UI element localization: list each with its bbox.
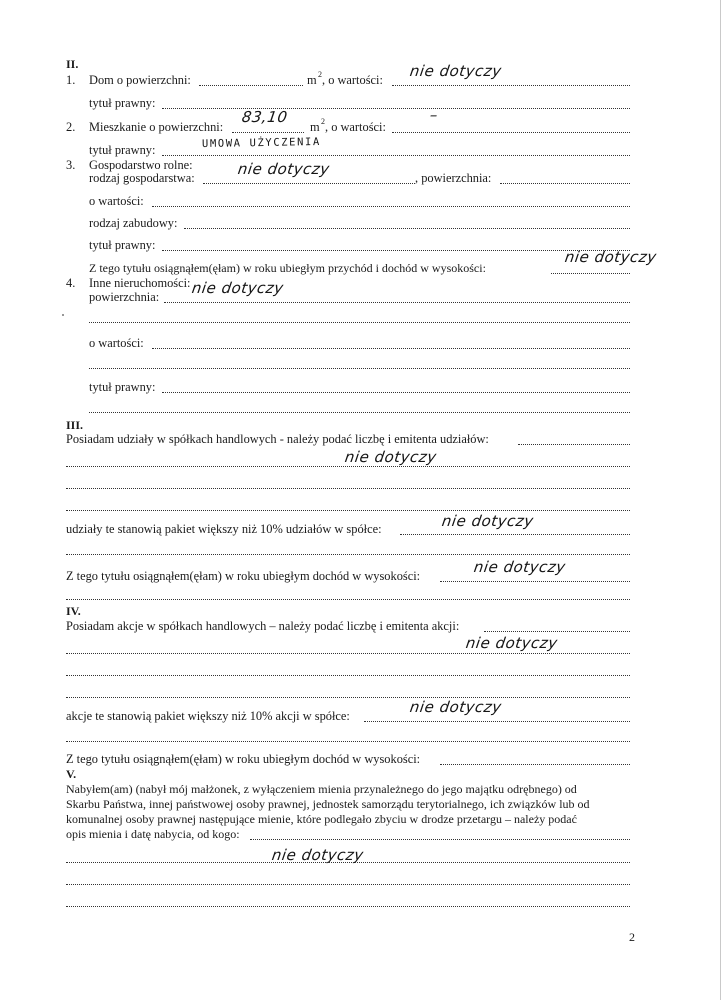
shares-package-dots-2 (66, 552, 630, 555)
page-edge (720, 0, 721, 1000)
farm-area-label: , powierzchnia: (415, 171, 492, 185)
item-1-number: 1. (66, 73, 76, 87)
farm-value-label: o wartości: (89, 194, 144, 208)
flat-area-unit: m (310, 120, 320, 134)
flat-area-dots (232, 130, 304, 133)
page-number: 2 (629, 930, 635, 944)
acquisition-text-line-3: komunalnej osoby prawnej następujące mienie, które podlegało zbyciu w drodze przetargu – należy podać (66, 812, 577, 826)
stocks-dots-3 (66, 673, 630, 676)
section-v-heading: V. (66, 767, 77, 781)
stocks-income-dots (440, 762, 630, 765)
item-4-number: 4. (66, 276, 76, 290)
section-ii-heading: II. (66, 57, 79, 71)
stocks-dots (484, 629, 630, 632)
acquisition-dots-4 (66, 904, 630, 907)
flat-value-handwritten: – (428, 106, 440, 124)
other-value-dots-2 (89, 366, 630, 369)
acquisition-dots (250, 837, 630, 840)
house-title-dots (162, 106, 630, 109)
farm-income-handwritten: nie dotyczy (563, 248, 658, 266)
flat-title-label: tytuł prawny: (89, 143, 156, 157)
farm-building-label: rodzaj zabudowy: (89, 216, 178, 230)
stocks-handwritten: nie dotyczy (464, 634, 559, 652)
acquisition-dots-2 (66, 860, 630, 863)
shares-dots-2 (66, 464, 630, 467)
farm-area-dots (500, 181, 630, 184)
farm-income-label: Z tego tytułu osiągnąłem(ęłam) w roku ubiegłym przychód i dochód w wysokości: (89, 261, 486, 275)
house-area-dots (199, 83, 303, 86)
stocks-dots-4 (66, 695, 630, 698)
shares-income-dots-2 (66, 597, 630, 600)
shares-package-dots (400, 532, 630, 535)
other-area-dots (164, 300, 630, 303)
farm-income-dots (551, 271, 630, 274)
item-2-number: 2. (66, 120, 76, 134)
scan-speck (62, 314, 64, 316)
other-area-handwritten: nie dotyczy (190, 279, 285, 297)
stocks-package-dots-2 (66, 739, 630, 742)
farm-building-dots (184, 226, 630, 229)
acquisition-text-line-2: Skarbu Państwa, innej państwowej osoby prawnej, jednostek samorządu terytorialnego, ich związków lub od (66, 797, 590, 811)
shares-income-label: Z tego tytułu osiągnąłem(ęłam) w roku ubiegłym dochód w wysokości: (66, 569, 421, 583)
stocks-dots-2 (66, 651, 630, 654)
house-area-unit: m (307, 73, 317, 87)
house-area-label: Dom o powierzchni: (89, 73, 191, 87)
stocks-package-label: akcje te stanowią pakiet większy niż 10% akcji w spółce: (66, 709, 350, 723)
shares-dots-3 (66, 486, 630, 489)
house-title-label: tytuł prawny: (89, 96, 156, 110)
stocks-package-dots (364, 719, 630, 722)
house-value-handwritten: nie dotyczy (408, 62, 503, 80)
shares-handwritten: nie dotyczy (343, 448, 438, 466)
flat-value-label: , o wartości: (325, 120, 386, 134)
other-area-dots-2 (89, 320, 630, 323)
house-value-dots (392, 83, 630, 86)
shares-label: Posiadam udziały w spółkach handlowych - należy podać liczbę i emitenta udziałów: (66, 432, 489, 446)
acquisition-handwritten: nie dotyczy (270, 846, 365, 864)
house-area-unit-sup: 2 (318, 70, 322, 79)
flat-value-dots (392, 130, 630, 133)
other-value-dots (152, 346, 630, 349)
acquisition-text-line-1: Nabyłem(am) (nabył mój małżonek, z wyłączeniem mienia przynależnego do jego majątku odrębnego) od (66, 782, 577, 796)
farm-type-handwritten: nie dotyczy (236, 160, 331, 178)
shares-dots (518, 442, 630, 445)
farm-title-label: tytuł prawny: (89, 238, 156, 252)
other-area-label: powierzchnia: (89, 290, 160, 304)
stocks-package-handwritten: nie dotyczy (408, 698, 503, 716)
stocks-label: Posiadam akcje w spółkach handlowych – należy podać liczbę i emitenta akcji: (66, 619, 460, 633)
acquisition-text-line-4: opis mienia i datę nabycia, od kogo: (66, 827, 240, 841)
item-3-number: 3. (66, 158, 76, 172)
flat-area-unit-sup: 2 (321, 117, 325, 126)
flat-area-handwritten: 83,10 (240, 108, 289, 126)
farm-title-dots (162, 248, 630, 251)
shares-package-handwritten: nie dotyczy (440, 512, 535, 530)
flat-title-handwritten: UMOWA UŻYCZENIA (201, 135, 321, 151)
stocks-income-label: Z tego tytułu osiągnąłem(ęłam) w roku ubiegłym dochód w wysokości: (66, 752, 421, 766)
flat-area-label: Mieszkanie o powierzchni: (89, 120, 224, 134)
flat-title-dots (162, 153, 630, 156)
other-property-label: Inne nieruchomości: (89, 276, 191, 290)
other-value-label: o wartości: (89, 336, 144, 350)
other-title-dots (162, 390, 630, 393)
shares-dots-4 (66, 508, 630, 511)
farm-label: Gospodarstwo rolne: (89, 158, 193, 172)
farm-value-dots (152, 204, 630, 207)
farm-type-label: rodzaj gospodarstwa: (89, 171, 195, 185)
section-iii-heading: III. (66, 418, 84, 432)
farm-type-dots (203, 181, 415, 184)
section-iv-heading: IV. (66, 604, 81, 618)
shares-income-handwritten: nie dotyczy (472, 558, 567, 576)
acquisition-dots-3 (66, 882, 630, 885)
house-value-label: , o wartości: (322, 73, 383, 87)
other-title-label: tytuł prawny: (89, 380, 156, 394)
other-title-dots-2 (89, 410, 630, 413)
shares-income-dots (440, 579, 630, 582)
shares-package-label: udziały te stanowią pakiet większy niż 10% udziałów w spółce: (66, 522, 382, 536)
